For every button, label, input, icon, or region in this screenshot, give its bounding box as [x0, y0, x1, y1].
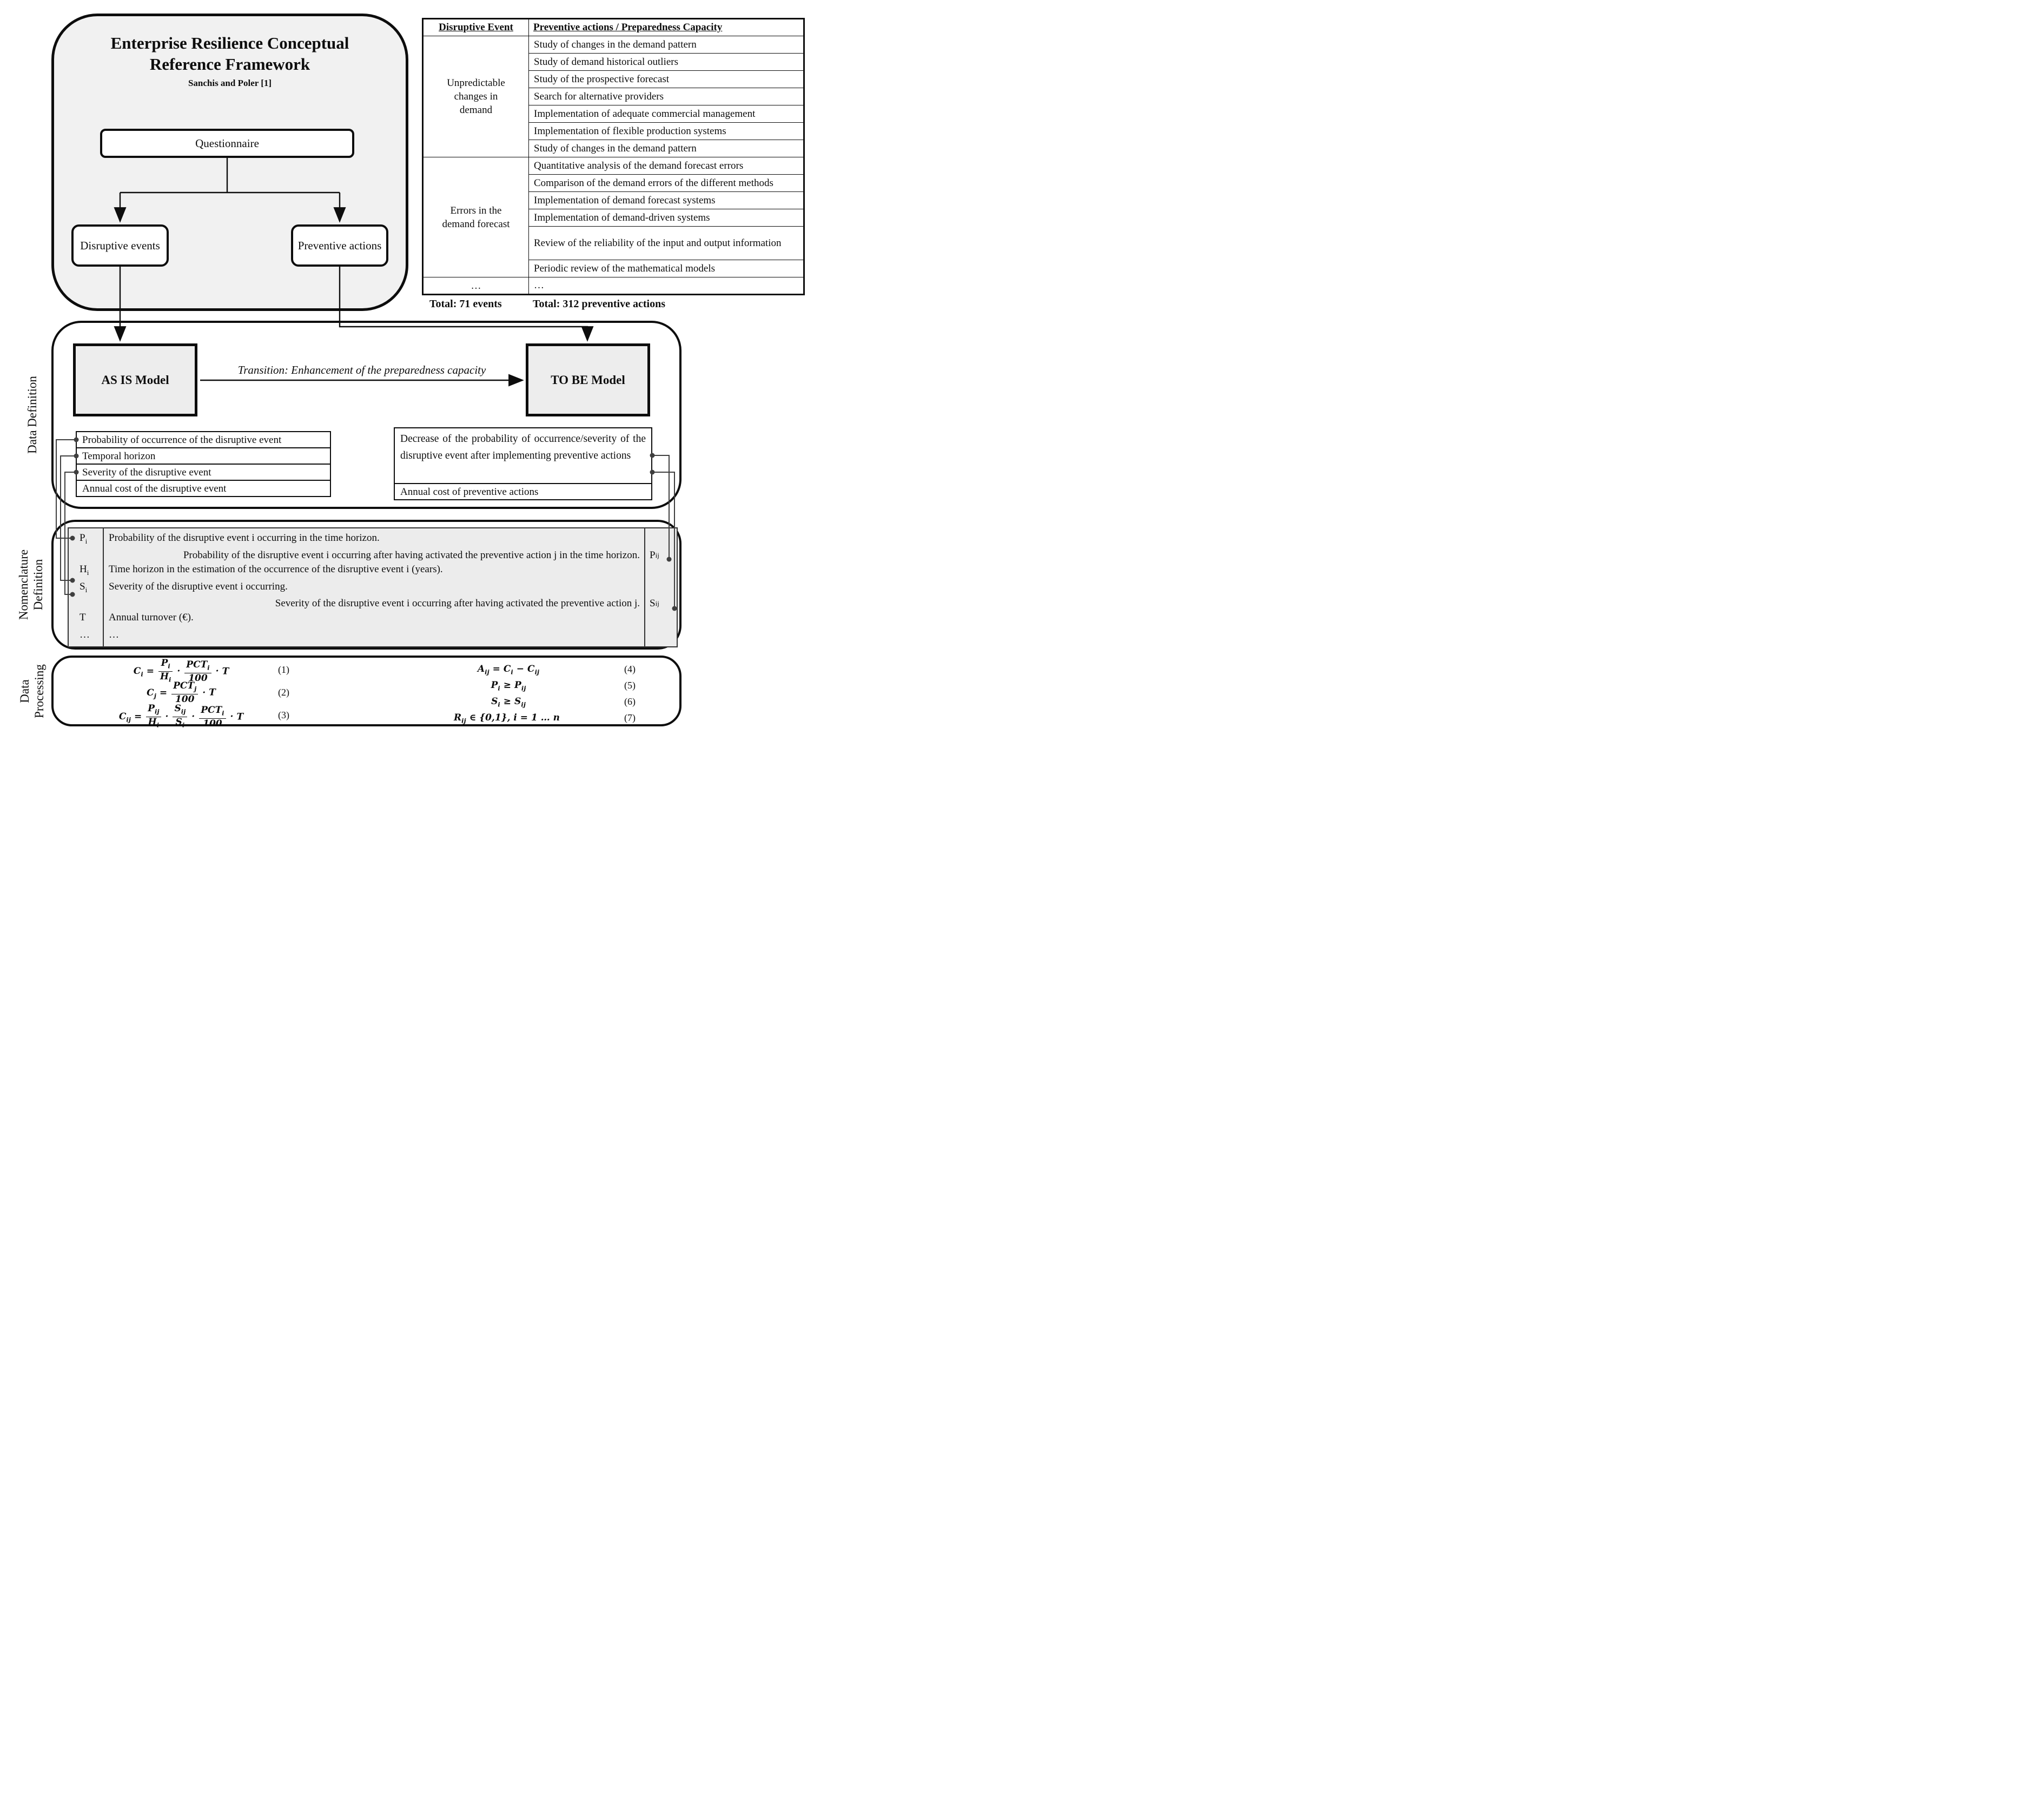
framework-panel — [51, 14, 408, 311]
total-actions: Total: 312 preventive actions — [533, 298, 665, 310]
equation-number: (2) — [278, 687, 289, 698]
nomenclature-table — [68, 527, 678, 647]
nomenclature-row — [69, 531, 677, 548]
equation-number: (3) — [278, 710, 289, 720]
table-header-actions: Preventive actions / Preparedness Capacity — [529, 19, 804, 36]
preventive-actions-label: Preventive actions — [297, 239, 382, 252]
list-item-annual-cost-preventive: Annual cost of preventive actions — [394, 483, 652, 500]
action-cell: Search for alternative providers — [529, 88, 804, 105]
figure-canvas — [0, 0, 807, 728]
list-item-severity: Severity of the disruptive event — [76, 464, 331, 481]
vertical-rule — [103, 528, 104, 646]
formula-3: $C_{ij}$ = $\frac{P_{ij}}{H_i}$ · $\frac{S_{ij}}{S_i}$ · $\frac{PCT_i}{100}$ · T (3) — [118, 703, 289, 728]
action-cell: Review of the reliability of the input and output information — [529, 227, 804, 260]
formula-2: $C_j$ = $\frac{PCT_j}{100}$ · T (2) — [147, 680, 289, 705]
list-item-annual-cost: Annual cost of the disruptive event — [76, 480, 331, 497]
formula-6: $S_i \ge S_{ij}$ (6) — [381, 693, 636, 710]
disruptive-events-box — [71, 224, 169, 267]
action-cell: Implementation of flexible production systems — [529, 123, 804, 140]
list-item-decrease-probability: Decrease of the probability of occurrence/severity of the disruptive event after implementing preventive actions — [394, 427, 652, 484]
data-definition-label: Data Definition — [25, 376, 39, 454]
definition-text: Time horizon in the estimation of the occurrence of the disruptive event i (years). — [109, 563, 443, 575]
action-cell: Implementation of adequate commercial management — [529, 105, 804, 123]
formula-4: $A_{ij} = C_i - C_{ij}$ (4) — [381, 661, 636, 677]
symbol-sij: S ij — [650, 598, 659, 610]
table-row — [423, 157, 804, 175]
equation-number: (7) — [624, 712, 636, 723]
definition-text: Probability of the disruptive event i occurring in the time horizon. — [109, 532, 380, 544]
symbol-pi: $P_i$ — [80, 532, 88, 545]
table-totals — [422, 298, 805, 310]
action-cell: Study of demand historical outliers — [529, 54, 804, 71]
definition-text: Annual turnover (€). — [109, 612, 194, 624]
table-row — [423, 36, 804, 54]
event-cell-errors-forecast: Errors in the demand forecast — [423, 157, 529, 277]
as-is-model-box: AS IS Model — [73, 343, 197, 416]
disruptive-events-label: Disruptive events — [80, 239, 160, 252]
symbol-ellipsis: … — [80, 629, 90, 641]
to-be-model-box: TO BE Model — [526, 343, 650, 416]
nomenclature-definition-label: Nomenclature Definition — [17, 549, 45, 620]
nomenclature-row — [69, 580, 677, 597]
to-be-data-list — [394, 427, 652, 500]
data-processing-label: Data Processing — [18, 664, 46, 718]
equation-number: (5) — [624, 680, 636, 691]
nomenclature-row — [69, 548, 677, 562]
equation-number: (4) — [624, 664, 636, 674]
formula-5: $P_i \ge P_{ij}$ (5) — [381, 677, 636, 693]
formula-7: $R_{ij}$ ∈ {0,1}, i = 1 … n (7) — [381, 710, 636, 726]
table-header-event: Disruptive Event — [423, 19, 529, 36]
definition-text: Severity of the disruptive event i occurring. — [109, 580, 288, 592]
action-cell: … — [529, 277, 804, 295]
vertical-rule — [644, 528, 645, 646]
framework-title: Enterprise Resilience Conceptual Reference Framework — [110, 34, 349, 74]
as-is-data-list — [76, 431, 331, 497]
questionnaire-label: Questionnaire — [195, 136, 259, 150]
list-item-temporal-horizon: Temporal horizon — [76, 447, 331, 465]
action-cell: Implementation of demand-driven systems — [529, 209, 804, 227]
nomenclature-row — [69, 597, 677, 611]
preventive-actions-table — [422, 18, 805, 295]
nomenclature-row — [69, 628, 677, 642]
definition-text: Severity of the disruptive event i occurring after having activated the preventive action j. — [275, 598, 640, 610]
action-cell: Quantitative analysis of the demand forecast errors — [529, 157, 804, 175]
action-cell: Study of the prospective forecast — [529, 71, 804, 88]
nomenclature-row — [69, 611, 677, 628]
preventive-actions-box — [291, 224, 388, 267]
equation-number: (1) — [278, 664, 289, 675]
action-cell: Study of changes in the demand pattern — [529, 140, 804, 157]
action-cell: Periodic review of the mathematical models — [529, 260, 804, 277]
definition-text: … — [109, 629, 119, 641]
symbol-pij: P ij — [650, 549, 659, 561]
action-cell: Implementation of demand forecast systems — [529, 192, 804, 209]
total-events: Total: 71 events — [429, 298, 502, 310]
nomenclature-row — [69, 562, 677, 580]
symbol-si: $S_i$ — [80, 580, 88, 594]
table-row — [423, 277, 804, 295]
symbol-t: T — [80, 612, 86, 624]
action-cell: Study of changes in the demand pattern — [529, 36, 804, 54]
formula-1: $C_i$ = $\frac{P_i}{H_i}$ · $\frac{PCT_i}{100}$ · T (1) — [133, 658, 289, 684]
table-header-row — [423, 19, 804, 36]
symbol-hi: $H_i$ — [80, 563, 89, 577]
transition-label: Transition: Enhancement of the preparedness capacity — [237, 363, 486, 376]
equation-number: (6) — [624, 696, 636, 707]
list-item-probability: Probability of occurrence of the disruptive event — [76, 431, 331, 448]
questionnaire-box — [100, 129, 354, 158]
definition-text: Probability of the disruptive event i occurring after having activated the preventive action j in the time horizon. — [183, 549, 640, 561]
action-cell: Comparison of the demand errors of the different methods — [529, 175, 804, 192]
event-cell-unpredictable-changes: Unpredictable changes in demand — [423, 36, 529, 157]
event-cell-ellipsis: … — [423, 277, 529, 295]
framework-subtitle: Sanchis and Poler [1] — [188, 78, 272, 88]
